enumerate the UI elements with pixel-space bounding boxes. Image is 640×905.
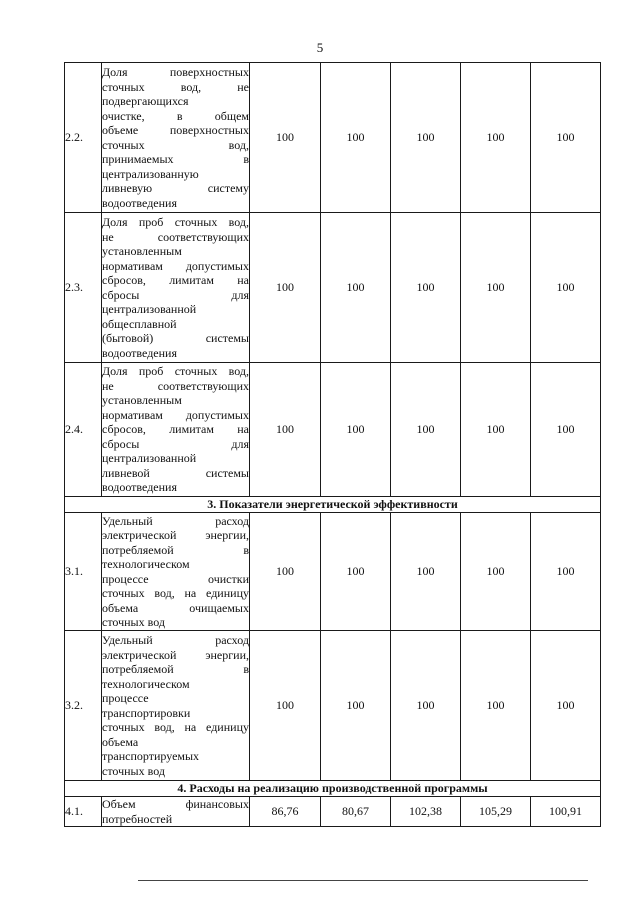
row-number: 2.2.: [65, 63, 102, 213]
indicator-value: 100: [461, 213, 531, 363]
description-line: сточных вод, на единицу: [102, 586, 249, 600]
table-row: [65, 213, 601, 363]
description-line: сточных вод,: [102, 137, 249, 152]
description-line: объема очищаемых: [102, 600, 249, 615]
description-line: централизованную: [102, 166, 199, 181]
indicator-value: 100: [321, 513, 391, 631]
indicator-value: 100: [531, 363, 601, 497]
description-line: Доля проб сточных вод,: [102, 215, 249, 229]
indicator-value: 100: [461, 631, 531, 781]
indicator-value: 100: [250, 631, 321, 781]
description-line: сточных вод, не: [102, 79, 249, 94]
description-line: подвергающихся: [102, 94, 189, 108]
indicator-value: 100: [250, 213, 321, 363]
indicator-value: 100: [391, 213, 461, 363]
indicator-description: [102, 213, 250, 363]
description-line: электрической энергии,: [102, 647, 249, 662]
bottom-rule: [138, 880, 588, 881]
description-line: сбросы для: [102, 436, 249, 451]
indicator-value: 100: [461, 513, 531, 631]
description-line: сбросы для: [102, 287, 249, 302]
description-line: технологическом: [102, 557, 190, 571]
description-line: водоотведения: [102, 195, 177, 210]
indicator-value: 100: [391, 363, 461, 497]
description-line: нормативам допустимых: [102, 258, 249, 273]
description-line: ливневую систему: [102, 181, 249, 195]
description-line: нормативам допустимых: [102, 407, 249, 422]
indicator-value: 105,29: [461, 797, 531, 827]
description-line: водоотведения: [102, 480, 177, 495]
indicator-value: 100: [250, 513, 321, 631]
indicator-description: [102, 363, 250, 497]
description-line: объеме поверхностных: [102, 123, 249, 137]
indicator-value: 100: [391, 513, 461, 631]
description-line: общесплавной: [102, 316, 177, 331]
indicator-value: 100: [321, 63, 391, 213]
row-number: 3.1.: [65, 513, 102, 631]
description-line: Доля поверхностных: [102, 65, 249, 79]
indicator-description: [102, 797, 250, 827]
indicator-value: 100: [321, 631, 391, 781]
description-line: очистке, в общем: [102, 108, 249, 123]
description-line: сбросов, лимитам на: [102, 273, 249, 287]
description-line: ливневой системы: [102, 465, 249, 480]
table-row: [65, 797, 601, 827]
section-title: 3. Показатели энергетической эффективности: [65, 497, 601, 513]
description-line: объема: [102, 734, 139, 749]
description-line: не соответствующих: [102, 378, 249, 393]
table-row: [65, 631, 601, 781]
table-body: [65, 63, 601, 827]
description-line: (бытовой) системы: [102, 331, 249, 345]
indicator-value: 100: [391, 631, 461, 781]
description-line: сточных вод: [102, 763, 165, 778]
indicator-value: 100: [531, 63, 601, 213]
indicator-description: [102, 513, 250, 631]
indicators-table: [64, 62, 601, 827]
indicator-value: 100: [321, 213, 391, 363]
section-header-row: [65, 497, 601, 513]
row-number: 4.1.: [65, 797, 102, 827]
description-line: Доля проб сточных вод,: [102, 364, 249, 379]
section-header-row: [65, 781, 601, 797]
description-line: транспортируемых: [102, 749, 200, 763]
indicator-value: 100: [250, 363, 321, 497]
description-line: транспортировки: [102, 705, 191, 720]
description-line: установленным: [102, 244, 182, 258]
description-line: установленным: [102, 393, 182, 408]
indicator-value: 100: [250, 63, 321, 213]
table-row: [65, 63, 601, 213]
description-line: потребностей: [102, 811, 173, 826]
description-line: принимаемых в: [102, 152, 249, 166]
indicator-value: 100: [321, 363, 391, 497]
indicator-description: [102, 631, 250, 781]
description-line: не соответствующих: [102, 229, 249, 244]
description-line: централизованной: [102, 451, 197, 466]
page-number: 5: [316, 40, 324, 55]
indicator-value: 100: [461, 363, 531, 497]
description-line: водоотведения: [102, 345, 177, 360]
section-title: 4. Расходы на реализацию производственной программы: [65, 781, 601, 797]
indicator-value: 100: [531, 513, 601, 631]
indicator-description: [102, 63, 250, 213]
description-line: технологическом: [102, 676, 190, 691]
description-line: централизованной: [102, 302, 197, 316]
row-number: 2.3.: [65, 213, 102, 363]
description-line: потребляемой в: [102, 542, 249, 557]
row-number: 3.2.: [65, 631, 102, 781]
indicator-value: 80,67: [321, 797, 391, 827]
table-row: [65, 363, 601, 497]
row-number: 2.4.: [65, 363, 102, 497]
description-line: процессе: [102, 691, 149, 705]
indicator-value: 100: [531, 213, 601, 363]
description-line: Удельный расход: [102, 633, 249, 647]
description-line: сточных вод, на единицу: [102, 720, 249, 734]
indicator-value: 100: [531, 631, 601, 781]
description-line: процессе очистки: [102, 571, 249, 586]
indicator-value: 100: [461, 63, 531, 213]
indicator-value: 102,38: [391, 797, 461, 827]
description-line: потребляемой в: [102, 662, 249, 676]
description-line: сточных вод: [102, 615, 165, 629]
indicator-value: 100,91: [531, 797, 601, 827]
indicator-value: 100: [391, 63, 461, 213]
description-line: Объем финансовых: [102, 797, 249, 811]
table-row: [65, 513, 601, 631]
description-line: электрической энергии,: [102, 528, 249, 542]
indicator-value: 86,76: [250, 797, 321, 827]
description-line: сбросов, лимитам на: [102, 422, 249, 437]
description-line: Удельный расход: [102, 513, 249, 528]
